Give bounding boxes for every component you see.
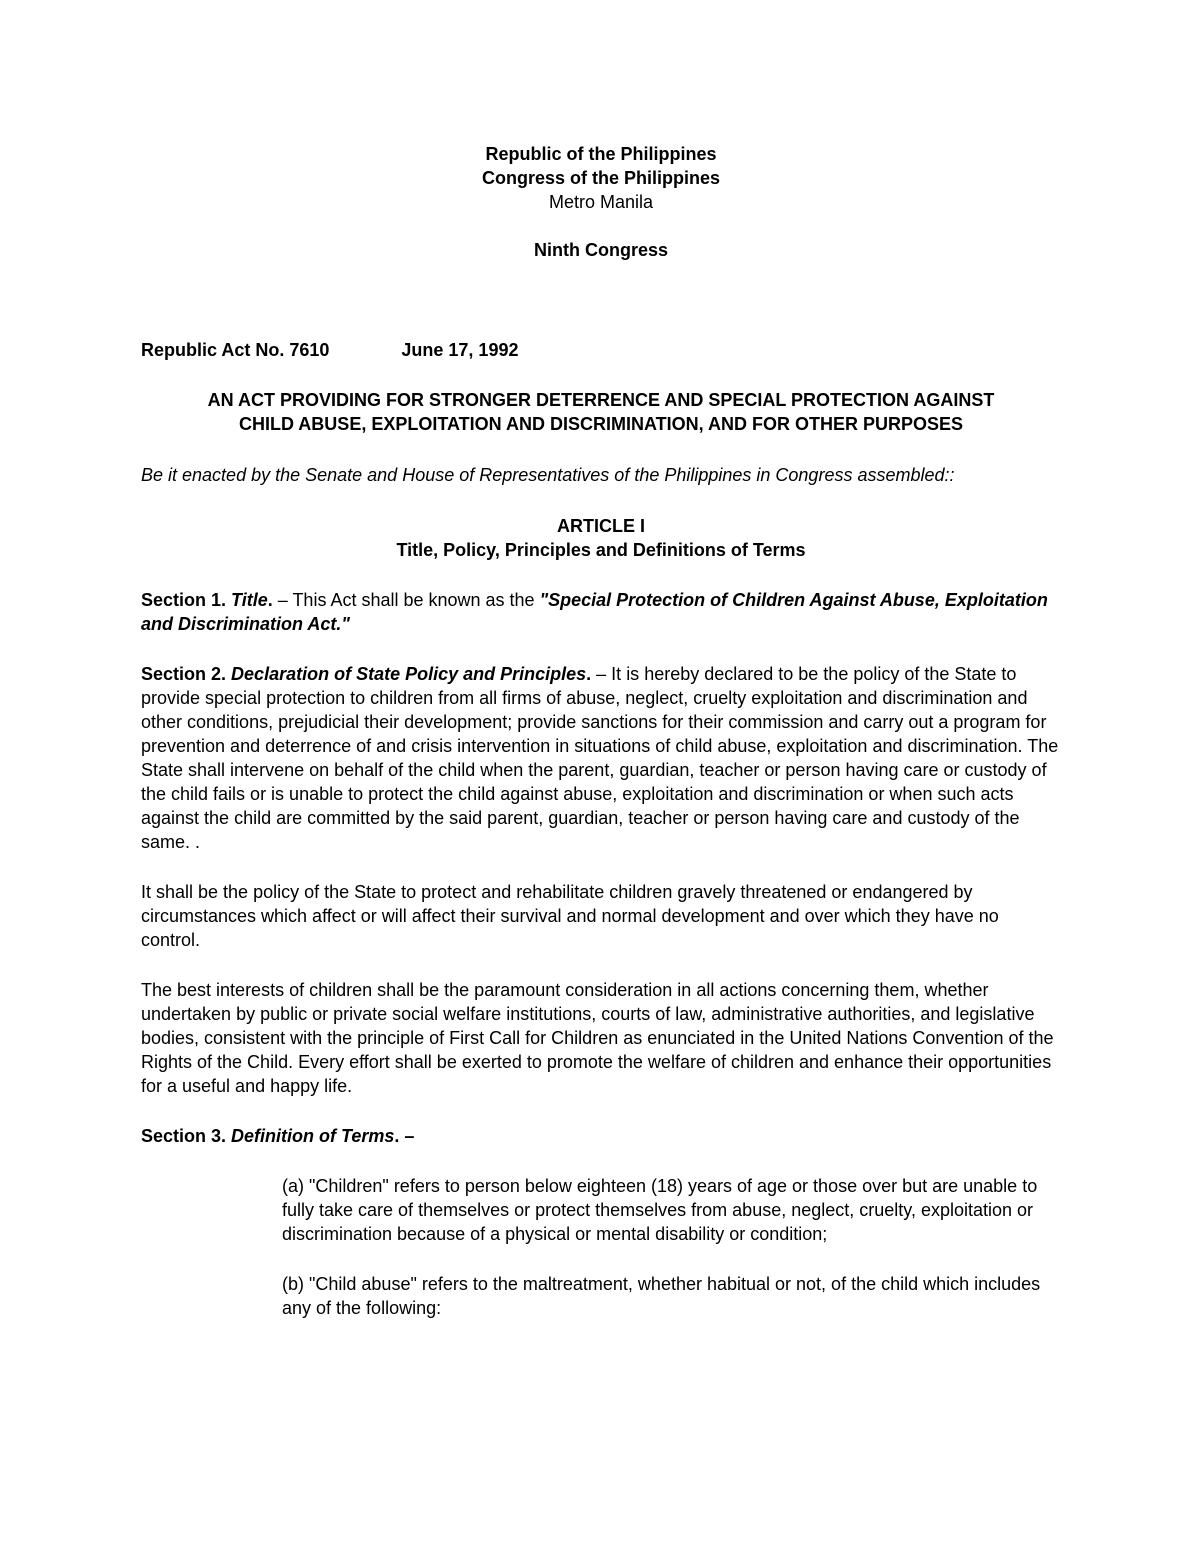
section-2: Section 2. Declaration of State Policy and Principles. – It is hereby declared to be the policy of the State to provide special protection to children from all firms of abuse, neglect, cruelty exploitation and discrimination and other conditions, prejudicial their development; provide sanctions for their commission and carry out a program for prevention and deterrence of and crisis intervention in situations of child abuse, exploitation and discrimination. The State shall intervene on behalf of the child when the parent, guardian, teacher or person having care or custody of the child fails or is unable to protect the child against abuse, exploitation and discrimination or when such acts against the child are committed by the said parent, guardian, teacher or person having care and custody of the same. . <box>141 664 1059 852</box>
document-page <box>141 142 1061 1320</box>
section-2-text: – It is hereby declared to be the policy of the State to provide special protection to children from all firms of abuse, neglect, cruelty exploitation and discrimination and other conditions, prejudicial their development; provide sanctions for their commission and carry out a program for prevention and deterrence of and crisis intervention in situations of child abuse, exploitation and discrimination. The State shall intervene on behalf of the child when the parent, guardian, teacher or person having care or custody of the child fails or is unable to protect the child against abuse, exploitation and discrimination or when such acts against the child are committed by the said parent, guardian, teacher or person having care and custody of the same. . <box>141 664 1059 852</box>
definition-b: (b) "Child abuse" refers to the maltreatment, whether habitual or not, of the child which includes any of the following: <box>282 1274 1041 1318</box>
section-3-dash: – <box>399 1126 415 1146</box>
section-2-label: Section 2 <box>141 664 222 684</box>
enacting-clause: Be it enacted by the Senate and House of Representatives of the Philippines in Congress assembled:: <box>141 465 955 485</box>
location-heading: Metro Manila <box>548 192 654 212</box>
act-number: Republic Act No. 7610 <box>141 340 330 360</box>
section-2-title: Declaration of State Policy and Principles <box>231 664 587 684</box>
section-1-label: Section 1 <box>141 590 222 610</box>
section-1: Section 1. Title. – This Act shall be known as the "Special Protection of Children Against Abuse, Exploitation and Discrimination Act." <box>141 590 1048 634</box>
definitions-list <box>282 1174 1062 1320</box>
article-heading <box>141 514 1061 562</box>
section-2-paragraph-3: The best interests of children shall be the paramount consideration in all actions concerning them, whether undertaken by public or private social welfare institutions, courts of law, administrative authorities, and legislative bodies, consistent with the principle of First Call for Children as enunciated in the United Nations Convention of the Rights of the Child. Every effort shall be exerted to promote the welfare of children and enhance their opportunities for a useful and happy life. <box>141 980 1054 1096</box>
section-3: Section 3. Definition of Terms. – <box>141 1126 415 1146</box>
section-2-paragraph-2: It shall be the policy of the State to protect and rehabilitate children gravely threatened or endangered by circumstances which affect or will affect their survival and normal development and over which they have no control. <box>141 882 999 950</box>
act-identifier <box>141 338 1061 362</box>
section-3-label: Section 3 <box>141 1126 222 1146</box>
section-1-short-title: "Special Protection of Children Against Abuse, Exploitation and Discrimination Act." <box>141 590 1048 634</box>
congress-number: Ninth Congress <box>533 240 668 260</box>
section-1-text: – This Act shall be known as the <box>272 590 540 610</box>
article-title: Title, Policy, Principles and Definitions of Terms <box>396 540 806 560</box>
act-title-line-1: AN ACT PROVIDING FOR STRONGER DETERRENCE AND SPECIAL PROTECTION AGAINST <box>207 390 995 410</box>
republic-heading: Republic of the Philippines <box>485 144 717 164</box>
document-header <box>141 142 1061 262</box>
definition-a: (a) "Children" refers to person below eighteen (18) years of age or those over but are unable to fully take care of themselves or protect themselves from abuse, neglect, cruelty, exploitation or discrimination because of a physical or mental disability or condition; <box>282 1176 1038 1244</box>
congress-heading: Congress of the Philippines <box>481 168 721 188</box>
act-title <box>141 388 1061 436</box>
act-title-line-2: CHILD ABUSE, EXPLOITATION AND DISCRIMINATION, AND FOR OTHER PURPOSES <box>238 414 964 434</box>
article-number: ARTICLE I <box>557 516 645 536</box>
section-3-title: Definition of Terms <box>231 1126 395 1146</box>
act-date: June 17, 1992 <box>401 340 519 360</box>
section-1-title: Title <box>231 590 268 610</box>
